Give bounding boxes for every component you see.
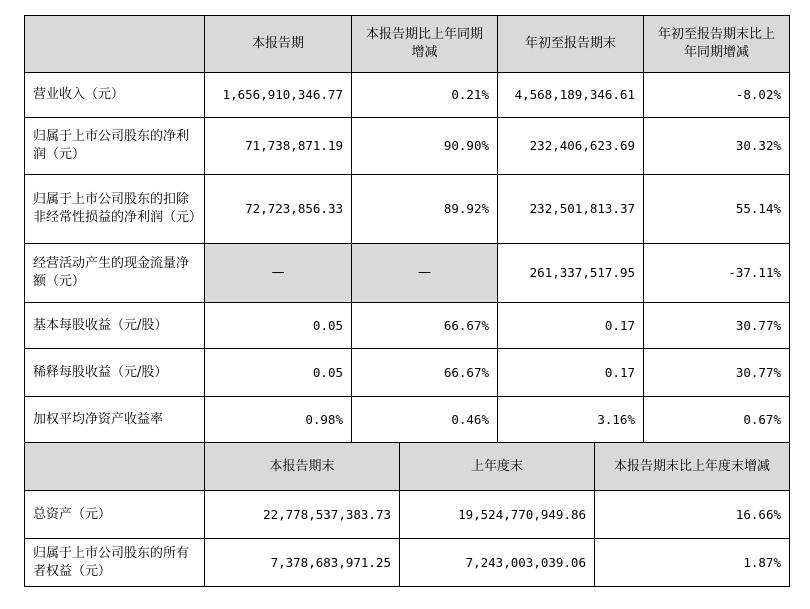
row-equity-change: 1.87% <box>594 538 790 587</box>
row-total-assets-period-end: 22,778,537,383.73 <box>204 490 400 539</box>
row-basic-eps-ytd: 0.17 <box>497 302 644 349</box>
t1-header-ytd-yoy-change: 年初至报告期末比上年同期增减 <box>643 15 790 73</box>
row-cash-flow-ytd-yoy: -37.11% <box>643 243 790 303</box>
t1-header-current-period: 本报告期 <box>204 15 352 73</box>
row-revenue-yoy: 0.21% <box>351 72 498 118</box>
row-diluted-eps-label: 稀释每股收益（元/股） <box>24 348 205 397</box>
row-diluted-eps-ytd: 0.17 <box>497 348 644 397</box>
t2-header-period-end: 本报告期末 <box>204 442 400 491</box>
row-cash-flow-current: — <box>204 243 352 303</box>
row-roe-yoy: 0.46% <box>351 396 498 443</box>
row-adj-net-profit-yoy: 89.92% <box>351 174 498 244</box>
t2-header-blank <box>24 442 205 491</box>
row-cash-flow-ytd: 261,337,517.95 <box>497 243 644 303</box>
row-roe-ytd: 3.16% <box>497 396 644 443</box>
row-revenue-current: 1,656,910,346.77 <box>204 72 352 118</box>
row-net-profit-ytd-yoy: 30.32% <box>643 117 790 175</box>
t1-header-ytd: 年初至报告期末 <box>497 15 644 73</box>
row-cash-flow-yoy: — <box>351 243 498 303</box>
row-roe-current: 0.98% <box>204 396 352 443</box>
row-adj-net-profit-ytd: 232,501,813.37 <box>497 174 644 244</box>
row-revenue-ytd-yoy: -8.02% <box>643 72 790 118</box>
row-cash-flow-label: 经营活动产生的现金流量净额（元） <box>24 243 205 303</box>
row-revenue-label: 营业收入（元） <box>24 72 205 118</box>
row-net-profit-label: 归属于上市公司股东的净利润（元） <box>24 117 205 175</box>
t1-header-blank <box>24 15 205 73</box>
t2-header-change: 本报告期末比上年度末增减 <box>594 442 790 491</box>
row-revenue-ytd: 4,568,189,346.61 <box>497 72 644 118</box>
row-equity-label: 归属于上市公司股东的所有者权益（元） <box>24 538 205 587</box>
row-diluted-eps-ytd-yoy: 30.77% <box>643 348 790 397</box>
row-equity-period-end: 7,378,683,971.25 <box>204 538 400 587</box>
row-total-assets-prior-year-end: 19,524,770,949.86 <box>399 490 595 539</box>
row-basic-eps-yoy: 66.67% <box>351 302 498 349</box>
row-basic-eps-label: 基本每股收益（元/股） <box>24 302 205 349</box>
row-total-assets-label: 总资产（元） <box>24 490 205 539</box>
row-adj-net-profit-label: 归属于上市公司股东的扣除非经常性损益的净利润（元） <box>24 174 205 244</box>
row-basic-eps-current: 0.05 <box>204 302 352 349</box>
row-diluted-eps-current: 0.05 <box>204 348 352 397</box>
row-adj-net-profit-ytd-yoy: 55.14% <box>643 174 790 244</box>
row-equity-prior-year-end: 7,243,003,039.06 <box>399 538 595 587</box>
row-roe-label: 加权平均净资产收益率 <box>24 396 205 443</box>
row-net-profit-current: 71,738,871.19 <box>204 117 352 175</box>
row-roe-ytd-yoy: 0.67% <box>643 396 790 443</box>
row-adj-net-profit-current: 72,723,856.33 <box>204 174 352 244</box>
row-total-assets-change: 16.66% <box>594 490 790 539</box>
row-net-profit-yoy: 90.90% <box>351 117 498 175</box>
t2-header-prior-year-end: 上年度末 <box>399 442 595 491</box>
row-diluted-eps-yoy: 66.67% <box>351 348 498 397</box>
t1-header-yoy-change: 本报告期比上年同期增减 <box>351 15 498 73</box>
row-basic-eps-ytd-yoy: 30.77% <box>643 302 790 349</box>
row-net-profit-ytd: 232,406,623.69 <box>497 117 644 175</box>
